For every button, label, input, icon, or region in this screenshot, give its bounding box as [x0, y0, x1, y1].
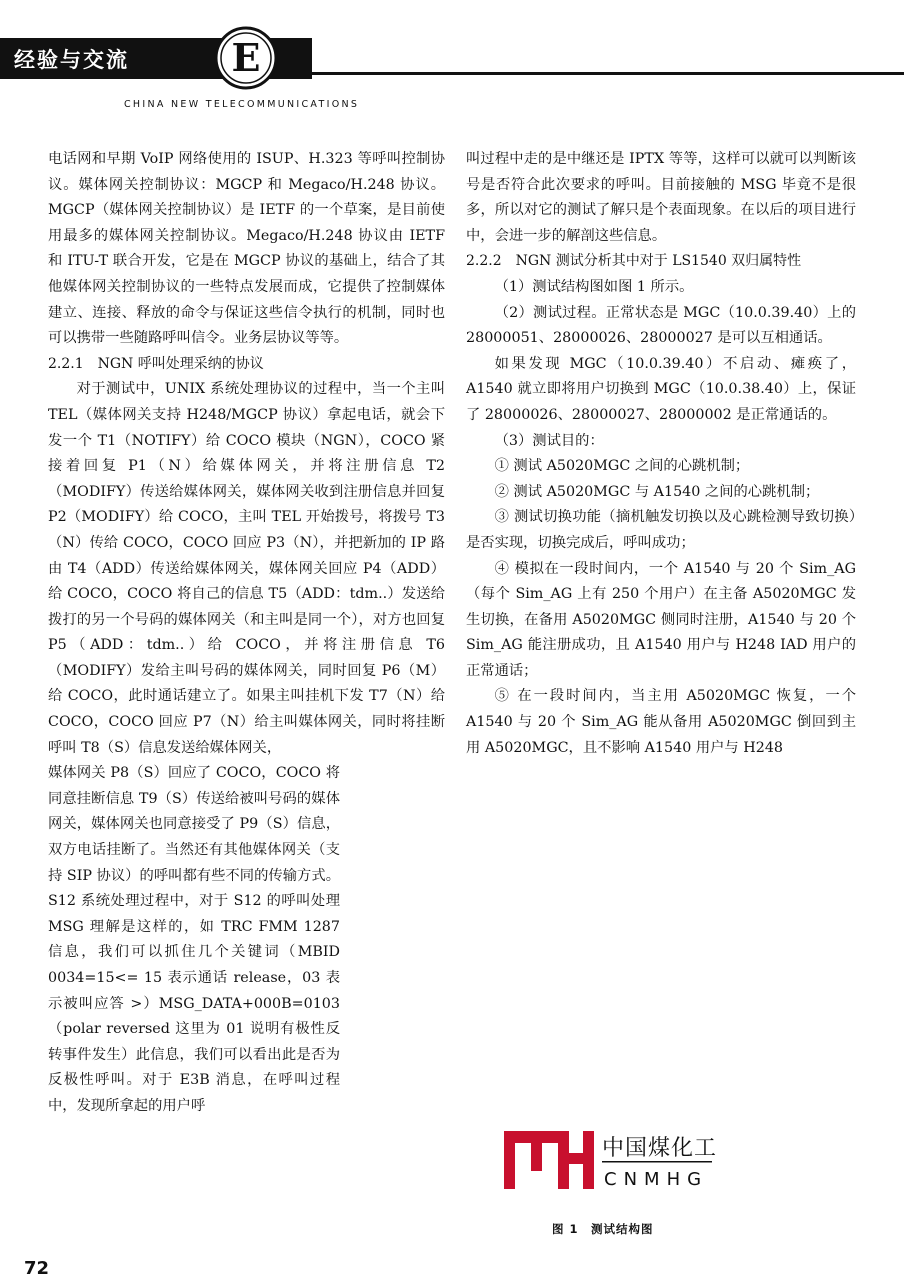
paragraph: 叫过程中走的是中继还是 IPTX 等等，这样可以就可以判断该号是否符合此次要求的呼叫。目前接触的 MSG 毕竟不是很多，所以对它的测试了解只是个表面现象。在以后的项目进行中，会进一步的解剖这些信息。: [466, 151, 856, 244]
section-title: 经验与交流: [14, 47, 129, 72]
e-emblem-icon: [214, 26, 278, 90]
list-item: （3）测试目的：: [494, 432, 604, 449]
list-item: （2）测试过程。正常状态是 MGC（10.0.39.40）上的 28000051、28000026、28000027 是可以互相通话。: [466, 304, 856, 347]
list-item: ① 测试 A5020MGC 之间的心跳机制；: [494, 458, 750, 475]
page-number: 72: [24, 1258, 50, 1279]
list-item: ④ 模拟在一段时间内，一个 A1540 与 20 个 Sim_AG（每个 Sim_AG 上有 250 个用户）在主备 A5020MGC 发生切换，在备用 A5020MGC 侧同时注册，A1540 与 20 个 Sim_AG 能注册成功，且 A1540 用户与 H248 IAD 用户的正常通话；: [466, 560, 856, 679]
paragraph: 如果发现 MGC（10.0.39.40）不启动、瘫痪了，A1540 就立即将用户切换到 MGC（10.0.38.40）上，保证了 28000026、28000027、28000002 是正常通话的。: [466, 355, 856, 423]
section-heading-2-2-2: 2.2.2 NGN 测试分析其中对于 LS1540 双归属特性: [466, 253, 802, 270]
journal-name: CHINA NEW TELECOMMUNICATIONS: [124, 99, 360, 110]
figure-logo: [502, 1125, 722, 1193]
paragraph: 媒体网关 P8（S）回应了 COCO，COCO 将同意挂断信息 T9（S）传送给被叫号码的媒体网关，媒体网关也同意接受了 P9（S）信息，双方电话挂断了。当然还有其他媒体网关（支持 SIP 协议）的呼叫都有些不同的传输方式。S12 系统处理过程中，对于 S12 的呼叫处理 MSG 理解是这样的，如 TRC FMM 1287 信息，我们可以抓住几个关键词（MBID 0034=15<= 15 表示通话 release，03 表示被叫应答 >）MSG_DATA+000B=0103（polar reversed 这里为 01 说明有极性反转事件发生）此信息，我们可以看出此是否为反极性呼叫。对于 E3B 消息，在呼叫过程中，发现所拿起的用户呼: [48, 765, 340, 1114]
paragraph: 电话网和早期 VoIP 网络使用的 ISUP、H.323 等呼叫控制协议。媒体网关控制协议：MGCP 和 Megaco/H.248 协议。MGCP（媒体网关控制协议）是 IETF 的一个草案，是目前使用最多的媒体网关控制协议。Megaco/H.248 协议由 IETF 和 ITU-T 联合开发，它是在 MGCP 协议的基础上，结合了其他媒体网关控制协议的一些特点发展而成，它提供了控制媒体建立、连接、释放的命令与保证这些信令执行的机制，同时也可以携带一些随路呼叫信令。业务层协议等等。: [48, 151, 445, 347]
header-rule: [280, 72, 904, 75]
mh-logo-icon: [504, 1131, 594, 1189]
emblem-letter: E: [231, 35, 261, 80]
right-column: [466, 147, 856, 761]
list-item: ② 测试 A5020MGC 与 A1540 之间的心跳机制；: [494, 483, 820, 500]
left-column: [48, 147, 445, 1120]
list-item: （1）测试结构图如图 1 所示。: [494, 278, 694, 295]
logo-chinese-text: 中国煤化工: [602, 1136, 718, 1161]
list-item: ③ 测试切换功能（摘机触发切换以及心跳检测导致切换）是否实现，切换完成后，呼叫成功；: [466, 509, 856, 551]
logo-english-text: CNMHG: [604, 1169, 709, 1190]
figure-caption: 图 1 测试结构图: [552, 1222, 654, 1236]
paragraph: 对于测试中，UNIX 系统处理协议的过程中，当一个主叫 TEL（媒体网关支持 H248/MGCP 协议）拿起电话，就会下发一个 T1（NOTIFY）给 COCO 模块（NGN），COCO 紧接着回复 P1（N）给媒体网关，并将注册信息 T2（MODIFY）传送给媒体网关，媒体网关收到注册信息并回复 P2（MODIFY）给 COCO，主叫 TEL 开始拨号，将拨号 T3（N）传给 COCO，COCO 回应 P3（N），并把新加的 IP 路由 T4（ADD）传送给媒体网关，媒体网关回应 P4（ADD）给 COCO，COCO 将自己的信息 T5（ADD：tdm..）发送给拨打的另一个号码的媒体网关（和主叫是同一个），对方也回复 P5（ADD：tdm..）给 COCO，并将注册信息 T6（MODIFY）发给主叫号码的媒体网关，同时回复 P6（M）给 COCO，此时通话建立了。如果主叫挂机下发 T7（N）给 COCO，COCO 回应 P7（N）给主叫媒体网关，同时将挂断呼叫 T8（S）信息发送给媒体网关，: [48, 381, 445, 756]
section-heading-2-2-1: 2.2.1 NGN 呼叫处理采纳的协议: [48, 355, 264, 372]
list-item: ⑤ 在一段时间内，当主用 A5020MGC 恢复，一个 A1540 与 20 个 Sim_AG 能从备用 A5020MGC 倒回到主用 A5020MGC，且不影响 A1540 用户与 H248: [466, 688, 856, 756]
